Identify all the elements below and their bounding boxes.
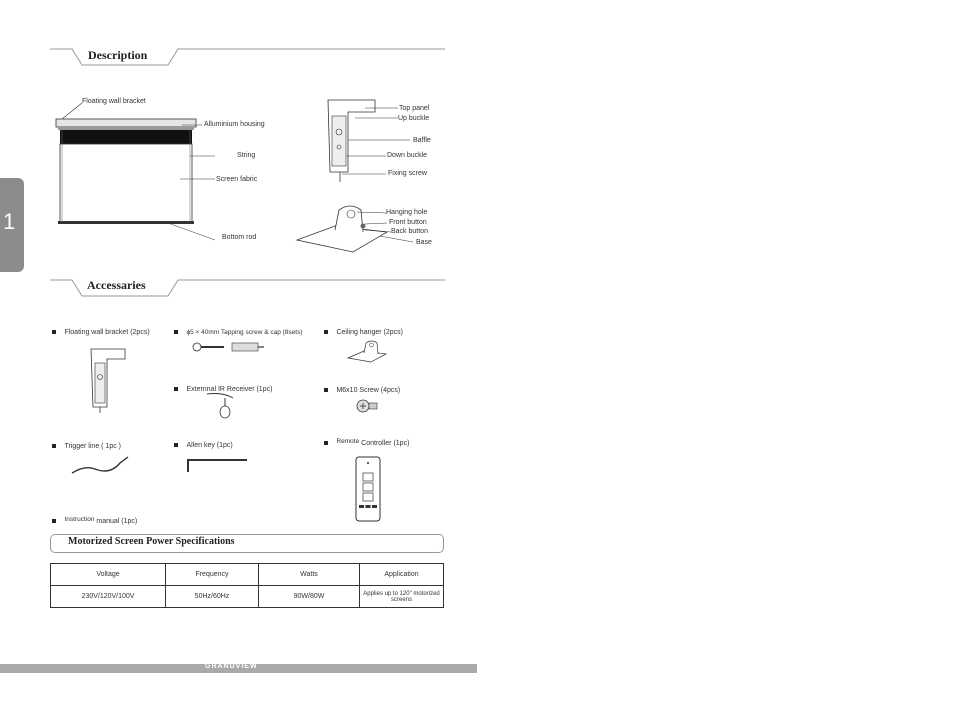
- item-tapping-screw: ϕ5 × 40mm Tapping screw & cap (8sets): [174, 321, 303, 339]
- label-fixing-screw: Fixing screw: [388, 170, 427, 177]
- table-header-row: [51, 564, 444, 586]
- cell-frequency: 50Hz/60Hz: [166, 586, 259, 608]
- bullet-icon: [324, 388, 328, 392]
- bullet-icon: [52, 330, 56, 334]
- label-base: Base: [416, 239, 432, 246]
- label-back-button: Back button: [391, 228, 428, 235]
- label-down-buckle: Down buckle: [387, 152, 428, 159]
- trigger-line-icon: [70, 455, 130, 477]
- footer-brand-logo: GRANDVIEW: [205, 663, 258, 670]
- bullet-icon: [174, 330, 178, 334]
- item-floating-bracket: Floating wall bracket (2pcs): [52, 321, 150, 339]
- item-allen-key: Allen key (1pc): [174, 434, 233, 452]
- power-spec-title: Motorized Screen Power Specifications: [68, 536, 235, 547]
- header-voltage: Voltage: [51, 564, 166, 586]
- remote-controller-icon: [354, 455, 382, 523]
- accessories-title: Accessaries: [87, 278, 146, 292]
- item-ceiling-hanger: Ceiling hanger (2pcs): [324, 321, 403, 339]
- bullet-icon: [52, 519, 56, 523]
- cell-watts: 90W/80W: [259, 586, 360, 608]
- screen-illustration: [50, 95, 270, 245]
- label-bottom-rod: Bottom rod: [222, 234, 257, 241]
- item-manual: Instruction manual (1pc): [52, 510, 137, 528]
- header-frequency: Frequency: [166, 564, 259, 586]
- cell-voltage: 230V/120V/100V: [51, 586, 166, 608]
- label-aluminium-housing: Alluminium housing: [204, 121, 265, 128]
- bullet-icon: [52, 444, 56, 448]
- power-spec-table: [50, 563, 444, 608]
- floating-bracket-icon: [85, 345, 130, 415]
- label-front-button: Front button: [389, 219, 427, 226]
- label-baffle: Baffle: [413, 137, 431, 144]
- label-top-panel: Top panel: [399, 105, 430, 112]
- item-trigger-line: Trigger line ( 1pc ): [52, 435, 121, 453]
- header-watts: Watts: [259, 564, 360, 586]
- bullet-icon: [324, 441, 328, 445]
- header-application: Application: [360, 564, 444, 586]
- page-number: 1: [3, 209, 16, 234]
- bullet-icon: [174, 443, 178, 447]
- bullet-icon: [174, 387, 178, 391]
- tapping-screw-icon: [192, 340, 267, 354]
- item-remote-controller: Remote Controller (1pc): [324, 432, 409, 450]
- bullet-icon: [324, 330, 328, 334]
- page-tab: [0, 178, 24, 272]
- item-ir-receiver: Externnal IR Receiver (1pc): [174, 378, 272, 396]
- label-hanging-hole: Hanging hole: [386, 209, 428, 216]
- cell-application: Applies up to 120" motorized screens: [360, 586, 444, 608]
- label-floating-wall-bracket: Floating wall bracket: [82, 98, 146, 105]
- m6-screw-icon: [356, 398, 378, 414]
- allen-key-icon: [185, 455, 250, 475]
- ceiling-hanger-icon: [346, 338, 391, 364]
- label-up-buckle: Up buckle: [398, 115, 430, 122]
- description-title: Description: [88, 48, 148, 62]
- label-screen-fabric: Screen fabric: [216, 176, 258, 183]
- table-row: [51, 586, 444, 608]
- ir-receiver-icon: [205, 390, 245, 420]
- label-string: String: [237, 152, 256, 159]
- item-m6-screw: M6x10 Screw (4pcs): [324, 379, 400, 397]
